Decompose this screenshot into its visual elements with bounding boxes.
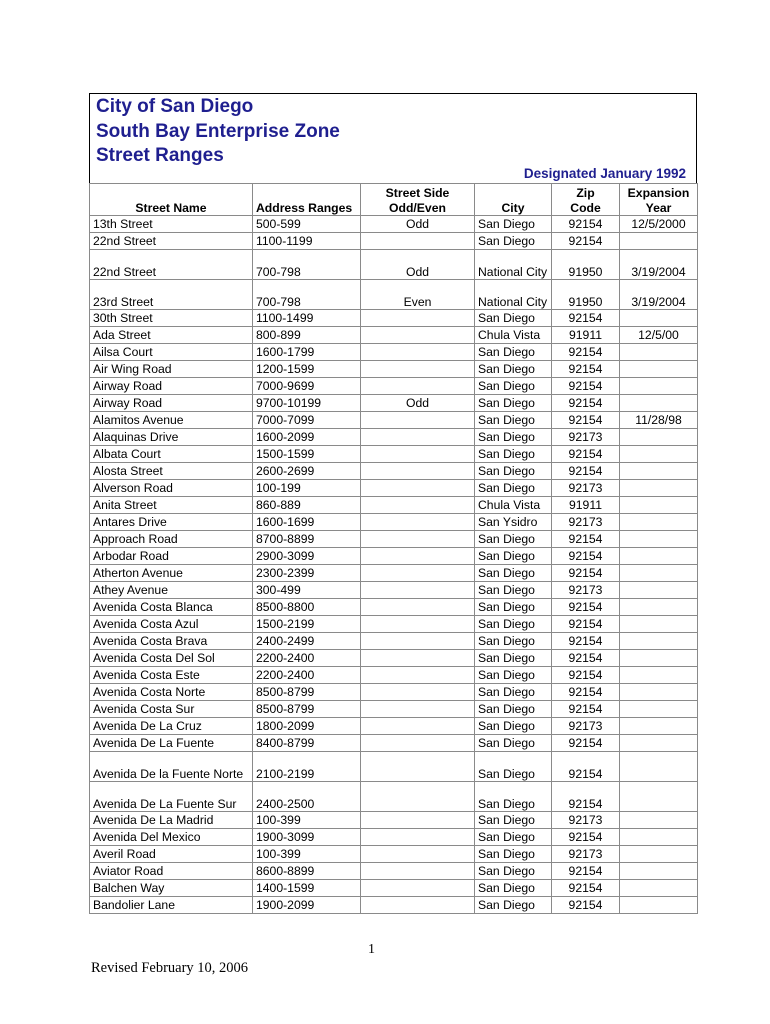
cell-address-range: 9700-10199 — [253, 395, 361, 412]
cell-street-name: Avenida Costa Este — [90, 667, 253, 684]
cell-street-side — [361, 463, 475, 480]
cell-zip-code: 92154 — [552, 216, 620, 233]
cell-city: San Diego — [475, 650, 552, 667]
header-expansion-year: Expansion Year — [620, 184, 698, 216]
cell-city: San Diego — [475, 463, 552, 480]
title-line-city: City of San Diego — [96, 96, 254, 117]
cell-expansion-year: 11/28/98 — [620, 412, 698, 429]
cell-expansion-year — [620, 846, 698, 863]
cell-address-range: 300-499 — [253, 582, 361, 599]
cell-address-range: 8400-8799 — [253, 735, 361, 752]
cell-address-range: 2400-2499 — [253, 633, 361, 650]
table-row — [90, 718, 698, 735]
cell-street-name: Atherton Avenue — [90, 565, 253, 582]
cell-city: San Diego — [475, 684, 552, 701]
cell-street-side — [361, 344, 475, 361]
cell-street-name: Avenida Costa Sur — [90, 701, 253, 718]
cell-zip-code: 92173 — [552, 582, 620, 599]
cell-expansion-year — [620, 616, 698, 633]
cell-street-name: Airway Road — [90, 378, 253, 395]
cell-zip-code: 92154 — [552, 446, 620, 463]
cell-street-name: Alamitos Avenue — [90, 412, 253, 429]
cell-expansion-year — [620, 565, 698, 582]
table-row — [90, 616, 698, 633]
cell-city: San Diego — [475, 480, 552, 497]
street-ranges-table — [89, 183, 698, 914]
cell-street-name: 30th Street — [90, 310, 253, 327]
cell-expansion-year — [620, 718, 698, 735]
cell-zip-code: 91950 — [552, 280, 620, 310]
cell-street-side: Even — [361, 280, 475, 310]
cell-zip-code: 92154 — [552, 548, 620, 565]
cell-street-name: Avenida Costa Norte — [90, 684, 253, 701]
cell-expansion-year — [620, 344, 698, 361]
cell-address-range: 1400-1599 — [253, 880, 361, 897]
cell-address-range: 1500-1599 — [253, 446, 361, 463]
table-row — [90, 378, 698, 395]
table-row — [90, 361, 698, 378]
cell-zip-code: 92154 — [552, 880, 620, 897]
cell-zip-code: 92154 — [552, 735, 620, 752]
cell-zip-code: 92173 — [552, 718, 620, 735]
cell-street-side — [361, 782, 475, 812]
cell-street-side — [361, 327, 475, 344]
table-row — [90, 565, 698, 582]
cell-zip-code: 91911 — [552, 327, 620, 344]
cell-city: National City — [475, 280, 552, 310]
cell-street-name: Avenida De La Fuente Sur — [90, 782, 253, 812]
cell-street-side — [361, 480, 475, 497]
cell-city: San Diego — [475, 233, 552, 250]
cell-street-side — [361, 897, 475, 914]
table-row — [90, 216, 698, 233]
cell-expansion-year — [620, 480, 698, 497]
header-zip-code: Zip Code — [552, 184, 620, 216]
cell-expansion-year — [620, 497, 698, 514]
cell-city: San Diego — [475, 216, 552, 233]
cell-zip-code: 92154 — [552, 531, 620, 548]
cell-street-name: 13th Street — [90, 216, 253, 233]
cell-expansion-year — [620, 582, 698, 599]
cell-street-name: Avenida Costa Azul — [90, 616, 253, 633]
cell-address-range: 2200-2400 — [253, 650, 361, 667]
cell-zip-code: 91950 — [552, 250, 620, 280]
cell-street-name: Ada Street — [90, 327, 253, 344]
table-row — [90, 701, 698, 718]
cell-city: Chula Vista — [475, 497, 552, 514]
table-row — [90, 480, 698, 497]
cell-zip-code: 92173 — [552, 429, 620, 446]
cell-street-side — [361, 531, 475, 548]
cell-street-name: 22nd Street — [90, 250, 253, 280]
cell-expansion-year: 3/19/2004 — [620, 250, 698, 280]
cell-city: San Diego — [475, 599, 552, 616]
cell-street-name: Avenida De La Madrid — [90, 812, 253, 829]
cell-expansion-year — [620, 650, 698, 667]
table-row — [90, 599, 698, 616]
cell-street-side — [361, 233, 475, 250]
cell-address-range: 500-599 — [253, 216, 361, 233]
cell-zip-code: 92154 — [552, 684, 620, 701]
table-row — [90, 829, 698, 846]
cell-street-side — [361, 667, 475, 684]
cell-street-name: Bandolier Lane — [90, 897, 253, 914]
cell-expansion-year — [620, 361, 698, 378]
cell-street-name: Averil Road — [90, 846, 253, 863]
title-block — [89, 93, 697, 183]
cell-zip-code: 92173 — [552, 812, 620, 829]
cell-street-name: Balchen Way — [90, 880, 253, 897]
cell-expansion-year: 12/5/00 — [620, 327, 698, 344]
table-row — [90, 280, 698, 310]
table-row — [90, 582, 698, 599]
table-row — [90, 514, 698, 531]
cell-street-name: Aviator Road — [90, 863, 253, 880]
cell-expansion-year — [620, 233, 698, 250]
cell-street-side — [361, 310, 475, 327]
cell-street-side — [361, 497, 475, 514]
cell-city: San Diego — [475, 735, 552, 752]
cell-address-range: 7000-7099 — [253, 412, 361, 429]
cell-street-side: Odd — [361, 216, 475, 233]
table-header-row — [90, 184, 698, 216]
cell-street-name: Avenida Costa Del Sol — [90, 650, 253, 667]
cell-address-range: 2300-2399 — [253, 565, 361, 582]
table-body — [90, 216, 698, 914]
cell-address-range: 100-199 — [253, 480, 361, 497]
cell-address-range: 2100-2199 — [253, 752, 361, 782]
cell-city: San Diego — [475, 633, 552, 650]
table-row — [90, 650, 698, 667]
cell-address-range: 2200-2400 — [253, 667, 361, 684]
table-row — [90, 463, 698, 480]
table-row — [90, 395, 698, 412]
cell-address-range: 1500-2199 — [253, 616, 361, 633]
cell-zip-code: 92154 — [552, 463, 620, 480]
table-row — [90, 548, 698, 565]
cell-street-name: Alaquinas Drive — [90, 429, 253, 446]
cell-street-side — [361, 514, 475, 531]
title-line-ranges: Street Ranges — [96, 145, 224, 166]
cell-address-range: 2900-3099 — [253, 548, 361, 565]
cell-street-name: Avenida Costa Brava — [90, 633, 253, 650]
cell-expansion-year — [620, 897, 698, 914]
cell-expansion-year — [620, 310, 698, 327]
cell-expansion-year — [620, 429, 698, 446]
cell-street-side — [361, 548, 475, 565]
cell-address-range: 1100-1499 — [253, 310, 361, 327]
cell-street-side: Odd — [361, 250, 475, 280]
cell-expansion-year: 3/19/2004 — [620, 280, 698, 310]
cell-address-range: 8500-8799 — [253, 701, 361, 718]
cell-city: San Diego — [475, 863, 552, 880]
cell-city: San Diego — [475, 310, 552, 327]
cell-address-range: 8500-8799 — [253, 684, 361, 701]
cell-address-range: 1200-1599 — [253, 361, 361, 378]
cell-street-side — [361, 446, 475, 463]
cell-address-range: 800-899 — [253, 327, 361, 344]
cell-address-range: 2400-2500 — [253, 782, 361, 812]
header-street-side: Street Side Odd/Even — [361, 184, 475, 216]
cell-city: San Diego — [475, 378, 552, 395]
cell-zip-code: 92173 — [552, 846, 620, 863]
cell-street-side — [361, 361, 475, 378]
cell-city: San Diego — [475, 446, 552, 463]
cell-street-side — [361, 752, 475, 782]
table-row — [90, 735, 698, 752]
cell-expansion-year — [620, 395, 698, 412]
cell-street-side — [361, 829, 475, 846]
cell-street-name: Athey Avenue — [90, 582, 253, 599]
table-row — [90, 752, 698, 782]
table-row — [90, 897, 698, 914]
table-row — [90, 412, 698, 429]
table-row — [90, 327, 698, 344]
header-street-name: Street Name — [90, 184, 253, 216]
cell-address-range: 8700-8899 — [253, 531, 361, 548]
cell-street-name: Air Wing Road — [90, 361, 253, 378]
cell-expansion-year — [620, 812, 698, 829]
table-row — [90, 429, 698, 446]
cell-zip-code: 92154 — [552, 829, 620, 846]
cell-zip-code: 92154 — [552, 361, 620, 378]
cell-city: San Diego — [475, 531, 552, 548]
cell-city: San Diego — [475, 812, 552, 829]
cell-street-side — [361, 735, 475, 752]
document-title — [96, 95, 340, 169]
cell-city: San Diego — [475, 897, 552, 914]
cell-street-name: Avenida De La Cruz — [90, 718, 253, 735]
cell-city: San Diego — [475, 429, 552, 446]
cell-street-name: Arbodar Road — [90, 548, 253, 565]
cell-zip-code: 92154 — [552, 599, 620, 616]
cell-zip-code: 92154 — [552, 633, 620, 650]
cell-expansion-year — [620, 735, 698, 752]
cell-expansion-year — [620, 701, 698, 718]
cell-city: San Diego — [475, 548, 552, 565]
cell-city: San Diego — [475, 880, 552, 897]
table-row — [90, 782, 698, 812]
street-ranges-document — [89, 93, 697, 914]
cell-city: San Diego — [475, 752, 552, 782]
revised-date: Revised February 10, 2006 — [91, 960, 249, 976]
cell-expansion-year — [620, 514, 698, 531]
cell-address-range: 8600-8899 — [253, 863, 361, 880]
cell-address-range: 1800-2099 — [253, 718, 361, 735]
cell-street-side — [361, 863, 475, 880]
cell-street-side — [361, 412, 475, 429]
cell-city: San Diego — [475, 846, 552, 863]
cell-zip-code: 92154 — [552, 378, 620, 395]
cell-street-side — [361, 718, 475, 735]
cell-expansion-year: 12/5/2000 — [620, 216, 698, 233]
designated-date: Designated January 1992 — [523, 166, 686, 181]
cell-zip-code: 92154 — [552, 565, 620, 582]
cell-city: San Diego — [475, 344, 552, 361]
cell-street-side — [361, 378, 475, 395]
cell-street-side — [361, 633, 475, 650]
cell-street-name: Alverson Road — [90, 480, 253, 497]
table-row — [90, 446, 698, 463]
table-row — [90, 667, 698, 684]
cell-city: San Ysidro — [475, 514, 552, 531]
cell-city: San Diego — [475, 718, 552, 735]
cell-street-side — [361, 429, 475, 446]
cell-address-range: 1900-3099 — [253, 829, 361, 846]
table-row — [90, 880, 698, 897]
cell-street-side — [361, 684, 475, 701]
cell-city: San Diego — [475, 582, 552, 599]
cell-expansion-year — [620, 752, 698, 782]
table-row — [90, 233, 698, 250]
cell-street-side — [361, 880, 475, 897]
cell-expansion-year — [620, 531, 698, 548]
header-city: City — [475, 184, 552, 216]
cell-address-range: 700-798 — [253, 250, 361, 280]
cell-zip-code: 92154 — [552, 616, 620, 633]
table-row — [90, 310, 698, 327]
cell-address-range: 100-399 — [253, 812, 361, 829]
table-row — [90, 633, 698, 650]
cell-city: San Diego — [475, 565, 552, 582]
cell-street-name: Avenida De la Fuente Norte — [90, 752, 253, 782]
cell-city: Chula Vista — [475, 327, 552, 344]
cell-street-name: Avenida Del Mexico — [90, 829, 253, 846]
page-number: 1 — [368, 942, 375, 957]
cell-city: San Diego — [475, 616, 552, 633]
cell-zip-code: 92154 — [552, 752, 620, 782]
cell-zip-code: 92154 — [552, 782, 620, 812]
cell-address-range: 1600-1799 — [253, 344, 361, 361]
cell-address-range: 7000-9699 — [253, 378, 361, 395]
cell-street-name: Ailsa Court — [90, 344, 253, 361]
cell-address-range: 1600-1699 — [253, 514, 361, 531]
cell-city: San Diego — [475, 701, 552, 718]
cell-street-side — [361, 812, 475, 829]
cell-zip-code: 92173 — [552, 480, 620, 497]
cell-expansion-year — [620, 782, 698, 812]
cell-expansion-year — [620, 829, 698, 846]
cell-address-range: 8500-8800 — [253, 599, 361, 616]
cell-city: San Diego — [475, 395, 552, 412]
table-row — [90, 531, 698, 548]
cell-city: National City — [475, 250, 552, 280]
table-row — [90, 344, 698, 361]
cell-street-name: 23rd Street — [90, 280, 253, 310]
cell-street-name: Avenida De La Fuente — [90, 735, 253, 752]
cell-street-name: Alosta Street — [90, 463, 253, 480]
cell-expansion-year — [620, 599, 698, 616]
table-row — [90, 846, 698, 863]
cell-expansion-year — [620, 446, 698, 463]
cell-address-range: 700-798 — [253, 280, 361, 310]
cell-address-range: 1600-2099 — [253, 429, 361, 446]
cell-zip-code: 91911 — [552, 497, 620, 514]
cell-expansion-year — [620, 684, 698, 701]
cell-expansion-year — [620, 667, 698, 684]
cell-street-name: Anita Street — [90, 497, 253, 514]
cell-street-side — [361, 616, 475, 633]
cell-street-name: Approach Road — [90, 531, 253, 548]
cell-expansion-year — [620, 633, 698, 650]
cell-expansion-year — [620, 548, 698, 565]
cell-zip-code: 92154 — [552, 395, 620, 412]
cell-zip-code: 92154 — [552, 412, 620, 429]
table-row — [90, 684, 698, 701]
cell-expansion-year — [620, 463, 698, 480]
cell-zip-code: 92154 — [552, 650, 620, 667]
cell-address-range: 100-399 — [253, 846, 361, 863]
cell-address-range: 2600-2699 — [253, 463, 361, 480]
cell-zip-code: 92154 — [552, 310, 620, 327]
cell-street-name: Avenida Costa Blanca — [90, 599, 253, 616]
cell-city: San Diego — [475, 829, 552, 846]
cell-city: San Diego — [475, 361, 552, 378]
cell-city: San Diego — [475, 667, 552, 684]
cell-city: San Diego — [475, 412, 552, 429]
cell-street-side — [361, 599, 475, 616]
title-line-zone: South Bay Enterprise Zone — [96, 120, 340, 142]
cell-expansion-year — [620, 863, 698, 880]
table-row — [90, 497, 698, 514]
table-row — [90, 863, 698, 880]
cell-zip-code: 92154 — [552, 667, 620, 684]
cell-address-range: 860-889 — [253, 497, 361, 514]
cell-street-side — [361, 701, 475, 718]
cell-street-side: Odd — [361, 395, 475, 412]
cell-street-name: 22nd Street — [90, 233, 253, 250]
cell-zip-code: 92154 — [552, 863, 620, 880]
cell-zip-code: 92154 — [552, 344, 620, 361]
cell-city: San Diego — [475, 782, 552, 812]
cell-address-range: 1100-1199 — [253, 233, 361, 250]
cell-expansion-year — [620, 378, 698, 395]
cell-zip-code: 92173 — [552, 514, 620, 531]
cell-street-name: Antares Drive — [90, 514, 253, 531]
cell-street-name: Airway Road — [90, 395, 253, 412]
cell-street-side — [361, 846, 475, 863]
cell-street-side — [361, 650, 475, 667]
cell-address-range: 1900-2099 — [253, 897, 361, 914]
cell-street-side — [361, 565, 475, 582]
table-row — [90, 812, 698, 829]
cell-street-side — [361, 582, 475, 599]
cell-zip-code: 92154 — [552, 897, 620, 914]
cell-street-name: Albata Court — [90, 446, 253, 463]
cell-zip-code: 92154 — [552, 233, 620, 250]
cell-expansion-year — [620, 880, 698, 897]
table-row — [90, 250, 698, 280]
header-address-ranges: Address Ranges — [253, 184, 361, 216]
cell-zip-code: 92154 — [552, 701, 620, 718]
